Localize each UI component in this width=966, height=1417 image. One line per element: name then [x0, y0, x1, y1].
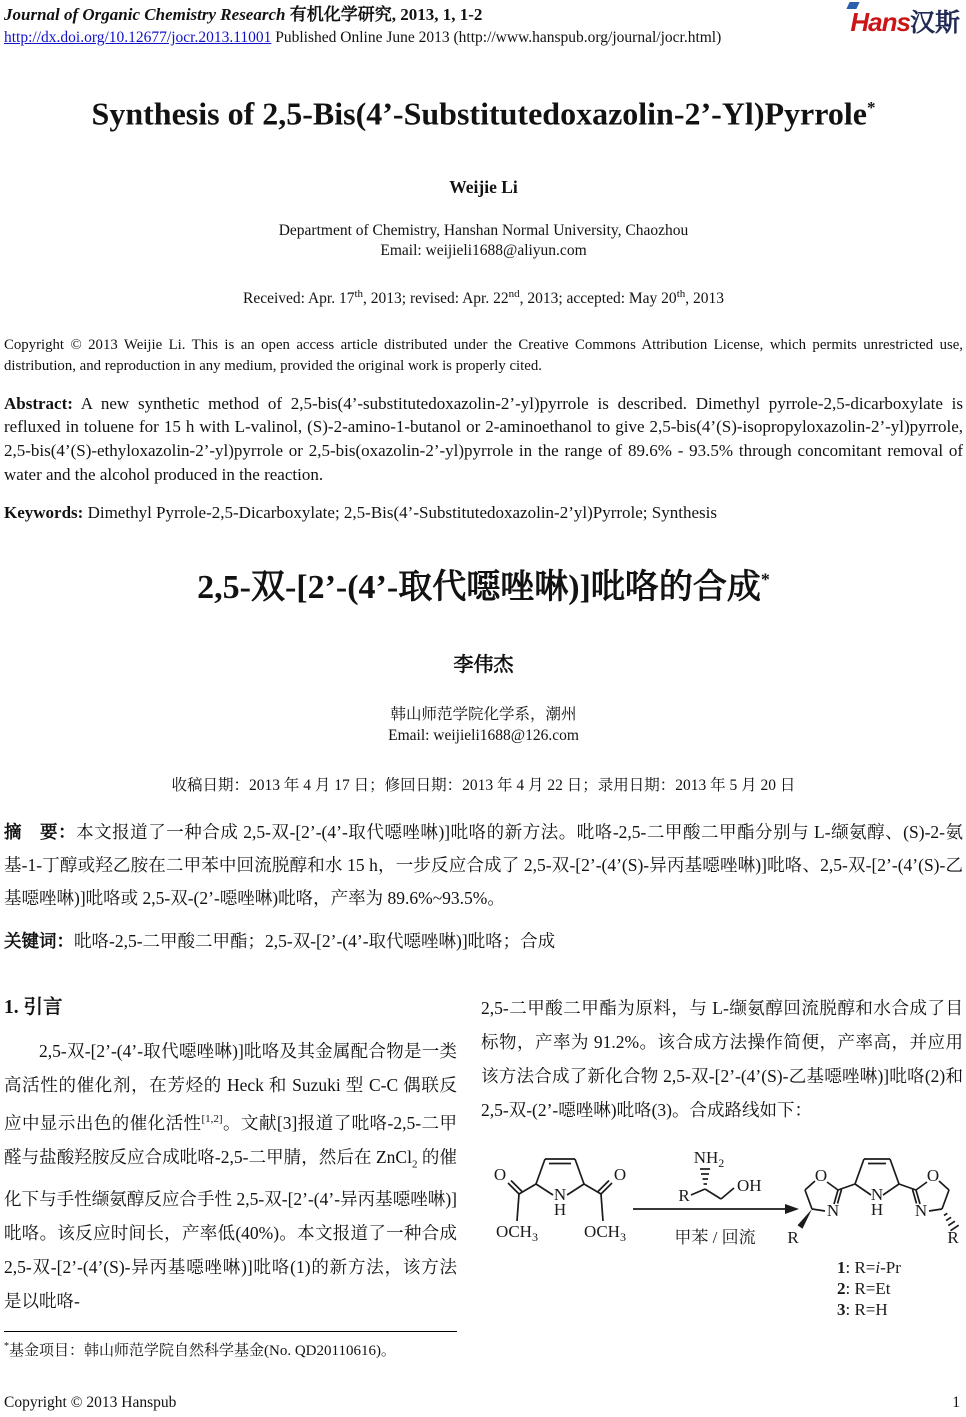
footer-copyright: Copyright © 2013 Hanspub — [4, 1394, 177, 1411]
product-legend — [837, 1258, 901, 1319]
reactant-carbonyl-o-left: O — [493, 1165, 507, 1185]
product-oxazoline-o-right: O — [926, 1166, 940, 1186]
article-title-footnote-marker: * — [866, 98, 876, 117]
keywords-cn — [4, 928, 963, 953]
keywords-label-cn: 关键词： — [4, 931, 74, 952]
published-online: Published Online June 2013 (http://www.hanspub.org/journal/jocr.html) — [275, 29, 722, 46]
footnote-text: 基金项目：韩山师范学院自然科学基金(No. QD20110616)。 — [9, 1342, 396, 1359]
reactant-pyrrole-h-label: H — [553, 1200, 567, 1220]
cn-title-footnote-marker: * — [760, 569, 770, 590]
journal-header-line1 — [4, 5, 963, 25]
intro-paragraph-left: 2,5-双-[2’-(4’-取代噁唑啉)]吡咯及其金属配合物是一类高活性的催化剂，在芳烃的 Heck 和 Suzuki 型 C-C 偶联反应中显示出色的催化活性[1,2]。文献[3]报道了吡咯-2,5-二甲醛与盐酸羟胺反应合成吡咯-2,5-二甲腈，然后在 ZnCl$_2$ 的催化下与手性缬氨醇反应合手性 2,5-双-[2’-(4’-异丙基噁唑啉)]吡咯。该反应时间长，产率低(40%)。本文报道了一种合成 2,5-双-[2’-(4’(S)-异丙基噁唑啉)]吡咯(1)的新方法，该方法是以吡咯- — [4, 1041, 457, 1311]
reagent-nh2-label: $NH_2$ — [693, 1148, 725, 1171]
abstract-text: A new synthetic method of 2,5-bis(4’-substitutedoxazolin-2’-yl)pyrrole is described. Dimethyl pyrrole-2,5-dicarboxylate is refluxed in toluene for 15 h with L-valinol, (S)-2-amino-1-butanol or 2-aminoethanol to give 2,5-bis(4’(S)-isopropyloxazolin-2’-yl)pyrrole, 2,5-bis(4’(S)-ethyloxazolin-2’-yl)pyrrole or 2,5-bis(oxazolin-2’-yl)pyrrole in the range of 89.6% - 93.5% through concomitant removal of water and the alcohol produced in the reaction. — [4, 393, 964, 484]
author-email-cn: Email: weijieli1688@126.com — [388, 727, 579, 745]
reaction-scheme — [481, 1133, 963, 1325]
body-columns — [4, 991, 963, 1360]
reaction-arrow — [633, 1204, 799, 1214]
copyright-notice: Copyright © 2013 Weijie Li. This is an open access article distributed under the Creative Commons Attribution License, which permits unrestricted use, distribution, and reproduction in any medium, provided the original work is properly cited. — [4, 336, 963, 374]
reagent-r-label: R — [678, 1186, 690, 1206]
product-structure — [787, 1159, 959, 1247]
product-r-left: R — [787, 1228, 799, 1248]
keywords-label: Keywords: — [4, 503, 84, 523]
footnote-marker: * — [4, 1340, 9, 1352]
keywords-text-cn: 吡咯-2,5-二甲酸二甲酯；2,5-双-[2’-(4’-取代噁唑啉)]吡咯；合成 — [74, 931, 556, 952]
hans-logo — [850, 3, 960, 39]
abstract-label: Abstract: — [4, 393, 73, 413]
journal-header-line2 — [4, 28, 963, 48]
abstract — [4, 392, 963, 486]
journal-issue-info: 有机化学研究, 2013, 1, 1-2 — [289, 5, 483, 24]
reagent-oh-label: OH — [737, 1176, 762, 1196]
journal-header — [4, 5, 963, 48]
intro-paragraph-right: 2,5-二甲酸二甲酯为原料，与 L-缬氨醇回流脱醇和水合成了目标物，产率为 91.2%。该合成方法操作简便，产率高，并应用该方法合成了新化合物 2,5-双-[2’-(4’(S)-乙基噁唑啉)]吡咯(2)和 2,5-双-(2’-噁唑啉)吡咯(3)。合成路线如下： — [481, 998, 963, 1121]
page-number: 1 — [952, 1394, 960, 1411]
wedge-bond-left — [798, 1209, 813, 1229]
section-heading-introduction: 1. 引言 — [4, 997, 63, 1019]
author-email: Email: weijieli1688@aliyun.com — [380, 241, 587, 259]
product-label-3: 3: R=H — [837, 1300, 888, 1320]
reactant-pyrrole-n-label: N — [553, 1185, 567, 1205]
product-label-1: 1: R=i-Pr — [837, 1258, 901, 1278]
received-dates: Received: Apr. 17th, 2013; revised: Apr. 22nd, 2013; accepted: May 20th, 2013 — [242, 287, 724, 307]
affiliation-block-cn — [4, 704, 963, 746]
hans-logo-text: Hans — [850, 7, 910, 37]
reactant-och3-left: $OCH_3$ — [496, 1222, 538, 1245]
zncl2-subscript: 2 — [411, 1158, 418, 1171]
affiliation-cn: 韩山师范学院化学系，潮州 — [390, 706, 577, 724]
citation-marker: [1,2] — [201, 1113, 223, 1126]
amino-alcohol-reagent — [678, 1148, 761, 1205]
product-oxazoline-n-left: N — [826, 1201, 840, 1221]
reactant-och3-right: $OCH_3$ — [584, 1222, 626, 1245]
right-column — [481, 991, 963, 1360]
product-label-2: 2: R=Et — [837, 1279, 891, 1299]
product-pyrrole-h-label: H — [870, 1200, 884, 1220]
keywords — [4, 503, 963, 523]
article-title-cn: 2,5-双-[2’-(4’-取代噁唑啉)]吡咯的合成* — [197, 569, 770, 607]
journal-name: Journal of Organic Chemistry Research — [4, 5, 286, 24]
author-name: Weijie Li — [449, 176, 518, 197]
left-column — [4, 991, 457, 1360]
product-r-right: R — [947, 1228, 959, 1248]
reactant-carbonyl-o-right: O — [613, 1165, 627, 1185]
product-pyrrole-n-label: N — [870, 1185, 884, 1205]
product-oxazoline-o-left: O — [814, 1166, 828, 1186]
received-dates-cn: 收稿日期：2013 年 4 月 17 日；修回日期：2013 年 4 月 22 日；录用日期：2013 年 5 月 20 日 — [171, 777, 796, 795]
abstract-text-cn: 本文报道了一种合成 2,5-双-[2’-(4’-取代噁唑啉)]吡咯的新方法。吡咯-2,5-二甲酸二甲酯分别与 L-缬氨醇、(S)-2-氨基-1-丁醇或羟乙胺在二甲苯中回流脱醇和水 15 h，一步反应合成了 2,5-双-[2’-(4’(S)-异丙基噁唑啉)]吡咯、2,5-双-[2’-(4’(S)-乙基噁唑啉)]吡咯或 2,5-双-(2’-噁唑啉)吡咯，产率为 89.6%~93.5%。 — [4, 822, 963, 909]
article-title — [4, 89, 963, 133]
page-footer — [4, 1394, 960, 1412]
funding-footnote — [4, 1331, 457, 1361]
doi-link[interactable]: http://dx.doi.org/10.12677/jocr.2013.11001 — [4, 29, 272, 46]
affiliation: Department of Chemistry, Hanshan Normal University, Chaozhou — [278, 221, 689, 239]
abstract-label-cn: 摘 要： — [4, 822, 77, 843]
abstract-cn — [4, 816, 963, 915]
affiliation-block — [4, 221, 963, 261]
reactant-structure — [494, 1159, 626, 1244]
reaction-conditions: 甲苯 / 回流 — [674, 1228, 756, 1248]
author-name-cn: 李伟杰 — [453, 654, 514, 677]
product-oxazoline-n-right: N — [914, 1201, 928, 1221]
article-title-text: Synthesis of 2,5-Bis(4’-Substitutedoxazolin-2’-Yl)Pyrrole — [91, 95, 867, 132]
hans-logo-cn: 汉斯 — [909, 10, 960, 37]
keywords-text: Dimethyl Pyrrole-2,5-Dicarboxylate; 2,5-Bis(4’-Substitutedoxazolin-2’yl)Pyrrole; Synthesis — [87, 503, 717, 523]
